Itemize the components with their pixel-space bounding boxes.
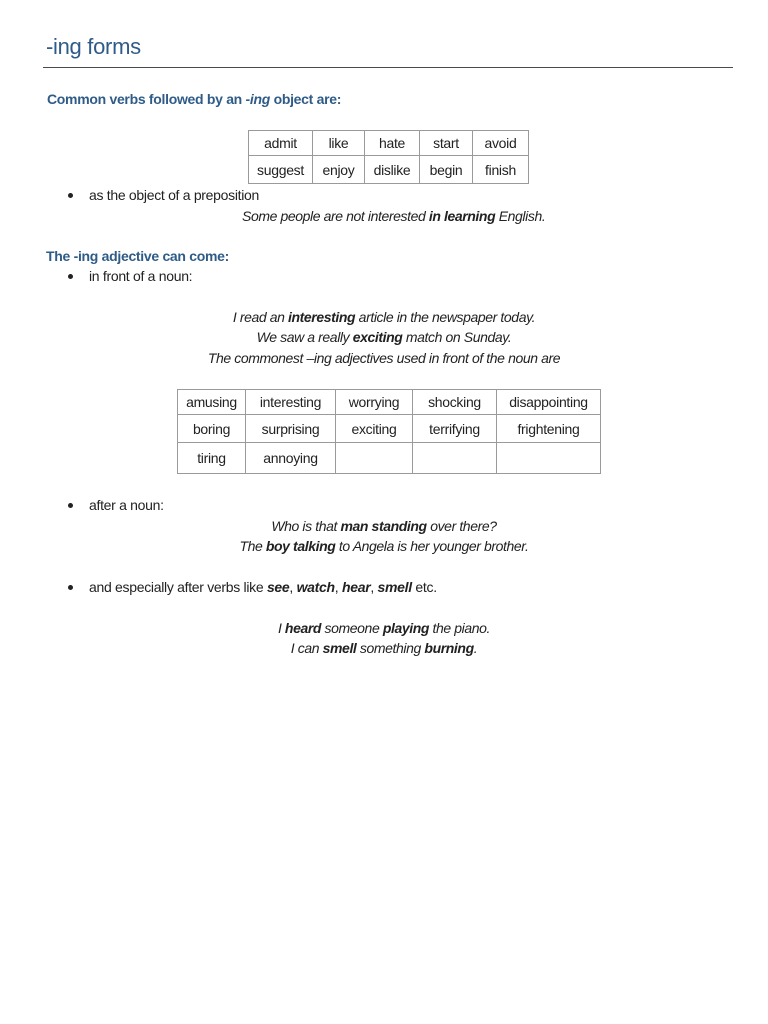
table-cell: avoid: [473, 131, 529, 156]
table-cell: [413, 443, 497, 474]
table-cell: like: [313, 131, 365, 156]
table-cell: disappointing: [497, 390, 601, 415]
table-cell: [336, 443, 413, 474]
title-rule: [43, 67, 733, 68]
table-row: [178, 390, 601, 415]
table-cell: [497, 443, 601, 474]
table-row: [178, 415, 601, 443]
table-cell: dislike: [365, 156, 420, 184]
table-cell: worrying: [336, 390, 413, 415]
table-cell: annoying: [246, 443, 336, 474]
table-cell: terrifying: [413, 415, 497, 443]
verbs-table: [248, 130, 529, 184]
table-cell: amusing: [178, 390, 246, 415]
section1-heading: Common verbs followed by an -ing object are:: [47, 91, 342, 107]
bullet-after-verbs: and especially after verbs like see, watch, hear, smell etc.: [68, 579, 437, 595]
table-cell: frightening: [497, 415, 601, 443]
table-cell: start: [420, 131, 473, 156]
table-cell: finish: [473, 156, 529, 184]
adjectives-table: [177, 389, 601, 474]
example-interesting: I read an interesting article in the newspaper today.: [232, 309, 536, 325]
table-cell: begin: [420, 156, 473, 184]
table-cell: admit: [249, 131, 313, 156]
note-common-adjectives: The commonest –ing adjectives used in front of the noun are: [207, 350, 561, 366]
bullet-dot: [68, 503, 73, 508]
example-boy-talking: The boy talking to Angela is her younger brother.: [239, 538, 529, 554]
example-man-standing: Who is that man standing over there?: [271, 518, 497, 534]
table-cell: hate: [365, 131, 420, 156]
example-heard-playing: I heard someone playing the piano.: [277, 620, 491, 636]
section2-heading: The -ing adjective can come:: [46, 248, 229, 264]
table-cell: shocking: [413, 390, 497, 415]
example-preposition: Some people are not interested in learning English.: [242, 208, 546, 224]
bullet-preposition: as the object of a preposition: [68, 187, 259, 203]
table-row: [249, 131, 529, 156]
example-smell-burning: I can smell something burning.: [290, 640, 478, 656]
page-title: -ing forms: [46, 34, 141, 59]
table-cell: exciting: [336, 415, 413, 443]
table-row: [178, 443, 601, 474]
bullet-dot: [68, 274, 73, 279]
table-cell: suggest: [249, 156, 313, 184]
bullet-front-of-noun: in front of a noun:: [68, 268, 192, 284]
table-cell: enjoy: [313, 156, 365, 184]
bullet-dot: [68, 193, 73, 198]
table-cell: interesting: [246, 390, 336, 415]
table-cell: surprising: [246, 415, 336, 443]
table-cell: boring: [178, 415, 246, 443]
bullet-dot: [68, 585, 73, 590]
table-row: [249, 156, 529, 184]
bullet-after-noun: after a noun:: [68, 497, 164, 513]
table-cell: tiring: [178, 443, 246, 474]
example-exciting: We saw a really exciting match on Sunday.: [256, 329, 512, 345]
